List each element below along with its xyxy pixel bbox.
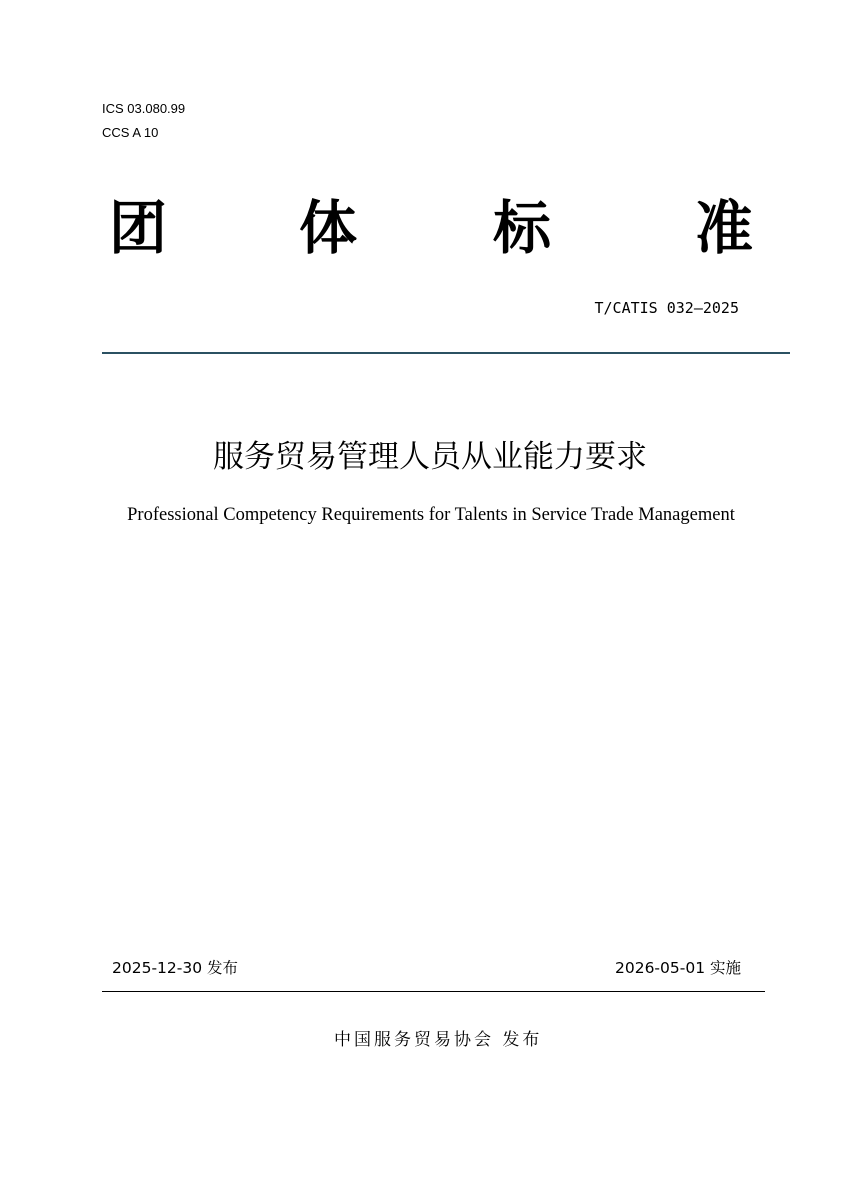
standard-number: T/CATIS 032—2025 — [594, 299, 739, 317]
standard-type-char-2: 体 — [298, 194, 357, 262]
bottom-divider — [102, 991, 765, 992]
document-title-en: Professional Competency Requirements for Talents in Service Trade Management — [127, 505, 735, 525]
top-divider — [102, 352, 790, 354]
ccs-code: CCS A 10 — [102, 125, 159, 140]
document-title-zh: 服务贸易管理人员从业能力要求 — [213, 439, 647, 475]
standard-type-char-3: 标 — [492, 194, 551, 262]
ics-code: ICS 03.080.99 — [102, 101, 186, 116]
implementation-date: 2026-05-01 实施 — [614, 959, 741, 977]
standard-type-char-4: 准 — [694, 194, 753, 262]
publisher: 中国服务贸易协会 发布 — [334, 1030, 543, 1050]
standard-type-char-1: 团 — [108, 194, 167, 262]
issue-date: 2025-12-30 发布 — [112, 959, 239, 977]
